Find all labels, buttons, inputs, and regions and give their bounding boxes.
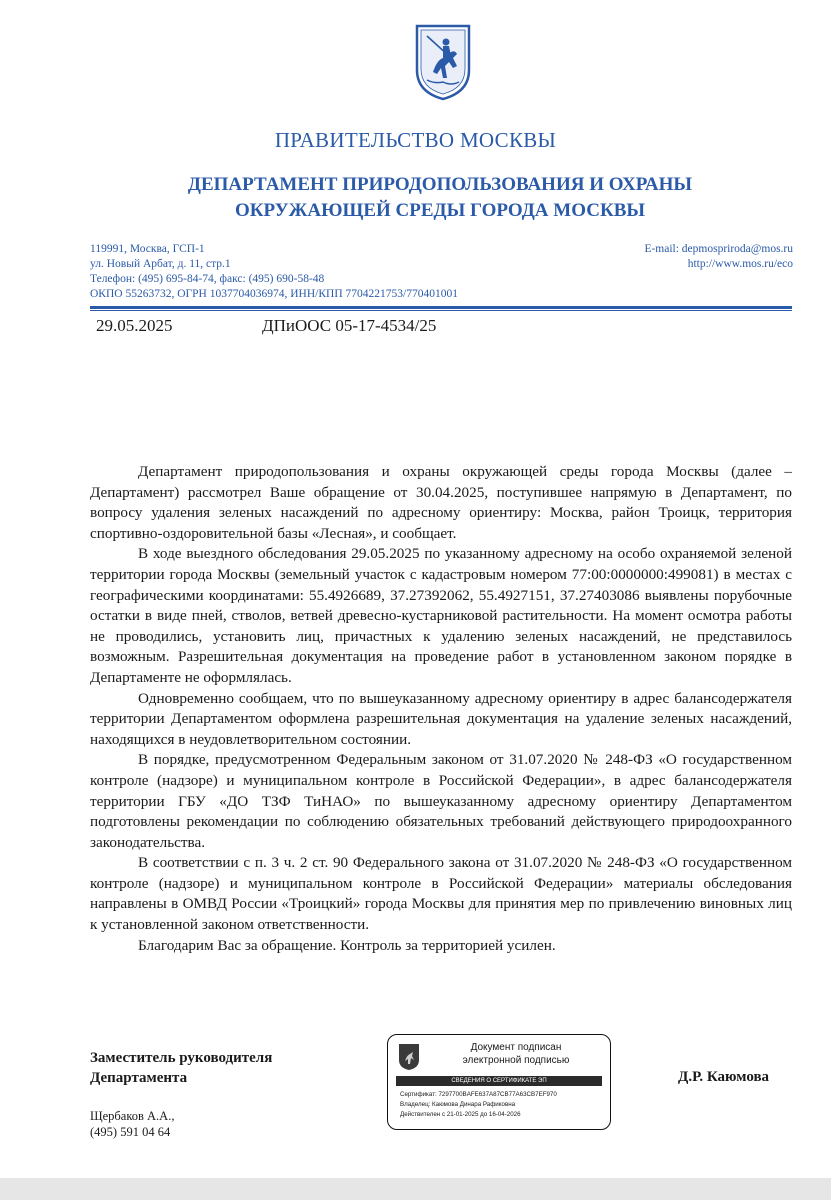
address-line1: 119991, Москва, ГСП-1 [90, 243, 205, 255]
registration-date: 29.05.2025 [96, 316, 173, 335]
registration-number: ДПиООС 05-17-4534/25 [262, 316, 437, 335]
executor-block [90, 1108, 174, 1140]
executor-phone: (495) 591 04 64 [90, 1125, 171, 1139]
phone-line: Телефон: (495) 695-84-74, факс: (495) 690-58-48 [90, 273, 325, 285]
department-title [120, 172, 760, 224]
signer-position [90, 1048, 272, 1088]
header-divider [90, 306, 792, 309]
executor-name: Щербаков А.А., [90, 1109, 175, 1123]
paragraph-4: В порядке, предусмотренном Федеральным законом от 31.07.2020 № 248-ФЗ «О государственном контроле (надзоре) и муниципальном контроле в Российской Федерации», в адрес балансодержателя территории ГБУ «ДО ТЗФ ТиНАО» по вышеуказанному адресному ориентиру Департаментом подготовлены рекомендации по соблюдению обязательных требований действующего природоохранного законодательства. [90, 751, 792, 851]
signer-position-line2: Департамента [90, 1070, 188, 1086]
stamp-certificate-band: СВЕДЕНИЯ О СЕРТИФИКАТЕ ЭП [396, 1076, 602, 1086]
address-block [90, 242, 458, 302]
government-title: ПРАВИТЕЛЬСТВО МОСКВЫ [274, 128, 557, 152]
stamp-title-line2: электронной подписью [462, 1055, 570, 1066]
department-title-line1: ДЕПАРТАМЕНТ ПРИРОДОПОЛЬЗОВАНИЯ И ОХРАНЫ [187, 174, 693, 195]
email-line: E-mail: depmospriroda@mos.ru [644, 243, 793, 255]
address-line2: ул. Новый Арбат, д. 11, стр.1 [90, 258, 231, 270]
stamp-details [400, 1090, 557, 1120]
header-divider-thin [90, 310, 792, 311]
stamp-certificate: Сертификат: 7297700BAFE637A87CB77A63CB7EF970 [400, 1091, 557, 1098]
signer-name: Д.Р. Каюмова [678, 1069, 770, 1085]
paragraph-6: Благодарим Вас за обращение. Контроль за территорией усилен. [138, 936, 556, 954]
page-bottom-edge [0, 1178, 831, 1200]
website-line: http://www.mos.ru/eco [687, 258, 793, 270]
stamp-owner: Владелец: Каюмова Динара Рафиковна [400, 1101, 516, 1108]
signer-position-line1: Заместитель руководителя [90, 1050, 273, 1066]
paragraph-1: Департамент природопользования и охраны окружающей среды города Москвы (далее – Департамент) рассмотрел Ваше обращение от 30.04.2025, поступившее напрямую в Департамент, по вопросу удаления зеленых насаждений по адресному ориентиру: Москва, район Троицк, территория спортивно-оздоровительной базы «Лесная», и сообщает. [90, 463, 792, 542]
paragraph-5: В соответствии с п. 3 ч. 2 ст. 90 Федерального закона от 31.07.2020 № 248-ФЗ «О государственном контроле (надзоре) и муниципальном контроле в Российской Федерации» материалы обследования направлены в ОМВД России «Троицкий» города Москвы для принятия мер по привлечению виновных лиц к установленной законом ответственности. [90, 854, 792, 934]
department-title-line2: ОКРУЖАЮЩЕЙ СРЕДЫ ГОРОДА МОСКВЫ [234, 200, 646, 221]
stamp-validity: Действителен с 21-01-2025 до 16-04-2026 [400, 1111, 521, 1118]
stamp-title [428, 1041, 604, 1067]
contacts-block [644, 242, 793, 272]
letter-body [90, 462, 792, 956]
stamp-title-line1: Документ подписан [470, 1042, 562, 1053]
stamp-coat-of-arms-icon [398, 1043, 420, 1071]
paragraph-3: Одновременно сообщаем, что по вышеуказанному адресному ориентиру в адрес балансодержателя территории Департаментом оформлена разрешительная документация на удаление зеленых насаждений, находящихся в неудовлетворительном состоянии. [90, 689, 792, 748]
codes-line: ОКПО 55263732, ОГРН 1037704036974, ИНН/КПП 7704221753/770401001 [90, 288, 458, 300]
paragraph-2: В ходе выездного обследования 29.05.2025 по указанному адресному на особо охраняемой зеленой территории города Москвы (земельный участок с кадастровым номером 77:00:0000000:499081) в местах с географическими координатами: 55.4926689, 37.27392062, 55.4927151, 37.27403086 выявлены порубочные остатки в виде пней, стволов, ветвей древесно-кустарниковой растительности. На момент осмотра работы не проводились, установить лиц, причастных к удалению зеленых насаждений, не представилось возможным. Разрешительная документация на проведение работ в установленном законом порядке в Департаменте не оформлялась. [90, 545, 792, 686]
moscow-coat-of-arms-icon [413, 22, 473, 102]
electronic-signature-stamp [387, 1034, 611, 1130]
